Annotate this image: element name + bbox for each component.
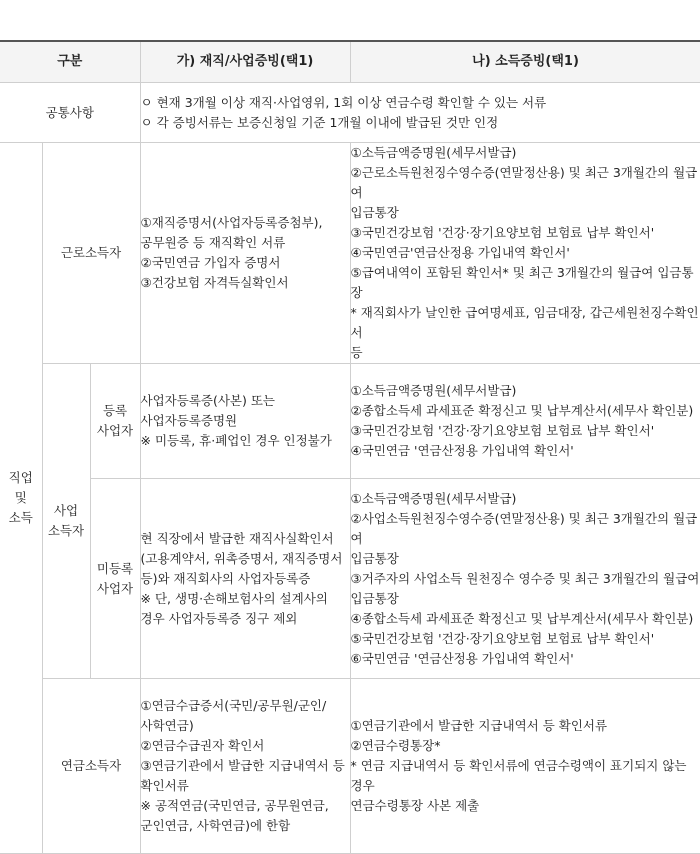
doc-line: ③거주자의 사업소득 원천징수 영수증 및 최근 3개월간의 월급여: [350, 570, 700, 586]
unregistered-business-row: [0, 479, 700, 679]
doc-line: 입금통장: [350, 550, 399, 566]
doc-line: 연금수령통장 사본 제출: [350, 798, 480, 813]
doc-line: ④종합소득세 과세표준 확정신고 및 납부계산서(세무사 확인분): [350, 610, 694, 626]
doc-line: ⑥국민연금 '연금산정용 가입내역 확인서': [350, 650, 574, 666]
doc-line: ①소득금액증명원(세무서발급): [350, 145, 517, 160]
doc-line: 입금통장: [350, 205, 399, 220]
doc-line: ①재직증명서(사업자등록증첨부),: [140, 215, 323, 230]
doc-line: ③국민건강보험 '건강·장기요양보험 보험료 납부 확인서': [350, 423, 655, 438]
doc-line: ※ 미등록, 휴·폐업인 경우 인정불가: [140, 433, 332, 448]
doc-line: * 재직회사가 날인한 급여명세표, 임금대장, 갑근세원천징수확인서: [350, 305, 699, 340]
doc-line: (고용계약서, 위촉증명서, 재직증명서: [140, 550, 343, 566]
doc-line: ②연금수급권자 확인서: [140, 738, 265, 753]
common-note: ㅇ 각 증빙서류는 보증신청일 기준 1개월 이내에 발급된 것만 인정: [140, 114, 499, 130]
common-label: 공통사항: [0, 83, 140, 143]
doc-line: ①연금기관에서 발급한 지급내역서 등 확인서류: [350, 718, 608, 733]
header-category: 구분: [0, 41, 140, 83]
pension-income-docs: [350, 679, 700, 854]
doc-line: 사업자등록증명원: [140, 413, 238, 428]
pension-earner-row: [0, 679, 700, 854]
doc-line: ①소득금액증명원(세무서발급): [350, 383, 517, 398]
header-employment-proof: 가) 재직/사업증빙(택1): [140, 41, 350, 83]
wage-earner-label: 근로소득자: [42, 143, 140, 364]
unregistered-income-docs: [350, 479, 700, 679]
doc-line: ③연금기관에서 발급한 지급내역서 등: [140, 758, 345, 773]
doc-line: 확인서류: [140, 778, 189, 793]
doc-line: 사학연금): [140, 718, 194, 733]
doc-line: ④국민연금'연금산정용 가입내역 확인서': [350, 245, 570, 260]
doc-line: ②종합소득세 과세표준 확정신고 및 납부계산서(세무사 확인분): [350, 403, 694, 418]
doc-line: ⑤급여내역이 포함된 확인서* 및 최근 3개월간의 월급여 입금통장: [350, 265, 694, 300]
doc-line: ②국민연금 가입자 증명서: [140, 255, 281, 270]
doc-line: ②근로소득원천징수영수증(연말정산용) 및 최근 3개월간의 월급여: [350, 165, 698, 200]
eligibility-document-table: [0, 40, 700, 854]
doc-line: 경우 사업자등록증 징구 제외: [140, 610, 298, 626]
doc-line: 군인연금, 사학연금)에 한함: [140, 818, 291, 833]
doc-line: ③건강보험 자격득실확인서: [140, 275, 289, 290]
doc-line: 등: [350, 345, 363, 360]
occupation-income-label: 직업 및 소득: [0, 143, 42, 854]
doc-line: 사업자등록증(사본) 또는: [140, 393, 276, 408]
doc-line: ※ 공적연금(국민연금, 공무원연금,: [140, 798, 329, 813]
table-header-row: [0, 41, 700, 83]
doc-line: 공무원증 등 재직확인 서류: [140, 235, 286, 250]
doc-line: ②연금수령통장*: [350, 738, 441, 753]
registered-employment-docs: [140, 364, 350, 479]
doc-line: ④국민연금 '연금산정용 가입내역 확인서': [350, 443, 574, 458]
pension-employment-docs: [140, 679, 350, 854]
doc-line: ※ 단, 생명·손해보험사의 설계사의: [140, 590, 328, 606]
doc-line: ⑤국민건강보험 '건강·장기요양보험 보험료 납부 확인서': [350, 630, 655, 646]
doc-line: ②사업소득원천징수영수증(연말정산용) 및 최근 3개월간의 월급여: [350, 510, 698, 546]
wage-employment-docs: [140, 143, 350, 364]
doc-line: 등)와 재직회사의 사업자등록증: [140, 570, 311, 586]
business-income-label: 사업 소득자: [42, 364, 90, 679]
unregistered-employment-docs: [140, 479, 350, 679]
wage-income-docs: [350, 143, 700, 364]
registered-business-row: [0, 364, 700, 479]
common-notes: [140, 83, 700, 143]
pension-earner-label: 연금소득자: [42, 679, 140, 854]
doc-line: 입금통장: [350, 590, 399, 606]
common-row: [0, 83, 700, 143]
common-note: ㅇ 현재 3개월 이상 재직·사업영위, 1회 이상 연금수령 확인할 수 있는 서류: [140, 94, 547, 110]
header-income-proof: 나) 소득증빙(택1): [350, 41, 700, 83]
doc-line: ③국민건강보험 '건강·장기요양보험 보험료 납부 확인서': [350, 225, 655, 240]
doc-line: * 연금 지급내역서 등 확인서류에 연금수령액이 표기되지 않는 경우: [350, 758, 687, 793]
doc-line: ①연금수급증서(국민/공무원/군인/: [140, 698, 327, 713]
unregistered-business-label: 미등록 사업자: [90, 479, 140, 679]
doc-line: 현 직장에서 발급한 재직사실확인서: [140, 530, 334, 546]
registered-business-label: 등록 사업자: [90, 364, 140, 479]
registered-income-docs: [350, 364, 700, 479]
wage-earner-row: [0, 143, 700, 364]
doc-line: ①소득금액증명원(세무서발급): [350, 490, 517, 506]
